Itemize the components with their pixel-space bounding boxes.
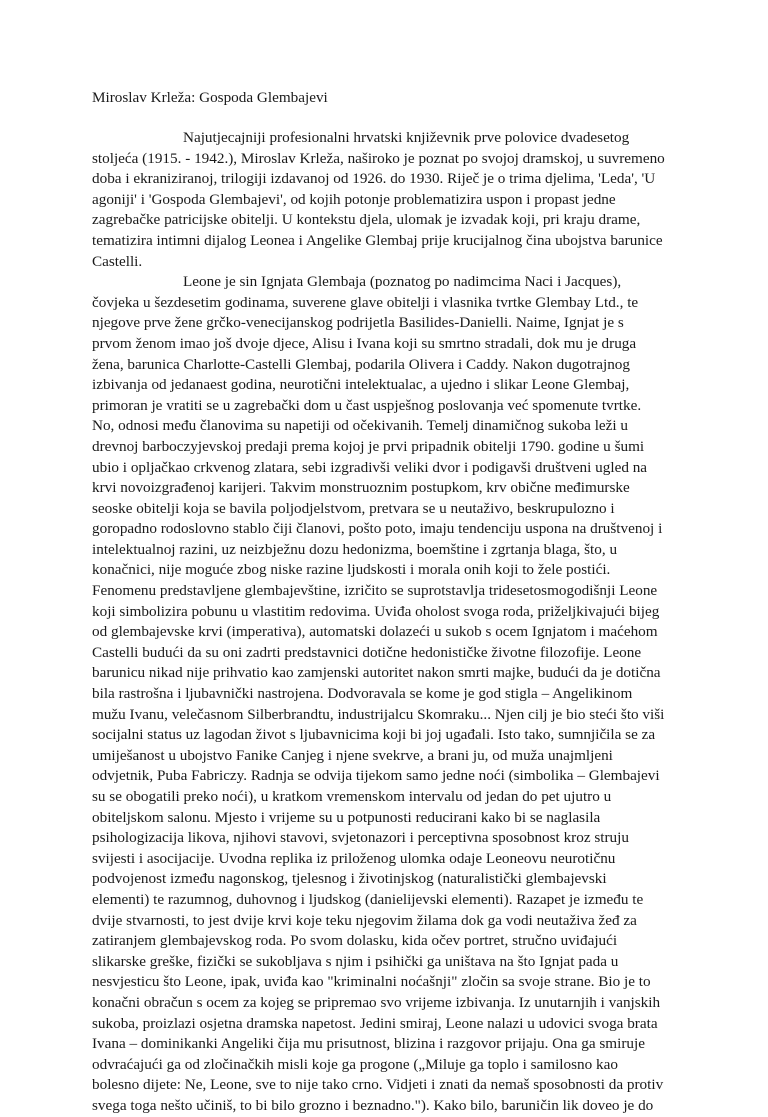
text-line: njegove prve žene grčko-venecijanskog podrijetla Basilides-Danielli. Naime, Ignjat je s	[92, 314, 624, 332]
text-line: Leone je sin Ignjata Glembaja (poznatog po nadimcima Naci i Jacques),	[183, 273, 622, 291]
text-line: konačni obračun s ocem za kojeg se pripremao svo vrijeme izbivanja. Iz unutarnjih i vanjskih	[92, 993, 661, 1011]
text-line: Fenomenu predstavljene glembajevštine, izričito se suprotstavlja tridesetosmogodišnji Leone	[92, 582, 658, 600]
text-line: odvraćajući ga od zločinačkih misli koje ga progone („Miluje ga toplo i samilosno kao	[92, 1055, 618, 1073]
text-line: doba i ekraniziranoj, trilogiji izdavanoj od 1926. do 1930. Riječ je o trima djelima, 'Leda', 'U	[92, 170, 656, 188]
text-line: elementi) te razumnog, duhovnog i ljudskog (danielijevski elementi). Razapet je između te	[92, 890, 644, 908]
text-line: konačnici, nije moguće zbog niske razine ljudskosti i morala onih koji to žele postići.	[92, 561, 611, 579]
text-line: tematizira intimni dijalog Leonea i Angelike Glembaj prije krucijalnog čina ubojstva barunice	[92, 231, 663, 249]
text-line: barunicu nikad nije prihvatio kao zamjenski autoritet nakon smrti majke, budući da je dotična	[92, 664, 661, 682]
text-line: agoniji' i 'Gospoda Glembajevi', od kojih potonje problematizira uspon i propast jedne	[92, 190, 616, 208]
text-line: svijesti i asocijacije. Uvodna replika iz priloženog ulomka odaje Leoneovu neurotičnu	[92, 849, 616, 867]
document-body	[92, 128, 672, 1117]
text-line: drevnoj barboczyjevskoj predaji prema kojoj je prvi pripadnik obitelji 1790. godine u šumi	[92, 437, 645, 455]
text-line: zagrebačke patricijske obitelji. U kontekstu djela, ulomak je izvadak koji, pri kraju drame,	[92, 211, 641, 229]
text-line: Ivana – dominikanki Angeliki čija mu prisutnost, blizina i razgovor prijaju. Ona ga smiruje	[92, 1035, 645, 1053]
text-line: stoljeća (1915. - 1942.), Miroslav Krleža, naširoko je poznat po svojoj dramskoj, u suvremeno	[92, 149, 665, 167]
text-line: krvi novoizgrađenoj karijeri. Takvim monstruoznim postupkom, krv obične međimurske	[92, 479, 630, 497]
text-line: Najutjecajniji profesionalni hrvatski književnik prve polovice dvadesetog	[183, 129, 630, 146]
text-line: umiješanost u ubojstvo Fanike Canjeg i njene svekrve, a brani ju, od muža unajmljeni	[92, 746, 613, 764]
text-line: seoske obitelji koja se bavila poljodjelstvom, pretvara se u neutaživo, beskrupulozno i	[92, 499, 615, 517]
text-line: psihologizacija likova, njihovi stavovi, svjetonazori i perceptivna sposobnost kroz struju	[92, 829, 629, 847]
text-line: koji simbolizira pobunu u vlastitim redovima. Uviđa oholost svoga roda, priželjkivajući bijeg	[92, 602, 660, 620]
text-line: podvojenost između nagonskog, tjelesnog i životinjskog (naturalistički glembajevski	[92, 870, 607, 888]
text-line: obiteljskom salonu. Mjesto i vrijeme su u potpunosti reducirani kako bi se naglasila	[92, 808, 601, 826]
text-line: svega toga nešto učiniš, to bi bilo grozno i beznadno."). Kako bilo, baruničin lik doveo je do	[92, 1096, 654, 1114]
text-line: mužu Ivanu, velečasnom Silberbrandtu, industrijalcu Skomraku... Njen cilj je bio steći što viši	[92, 705, 665, 723]
text-line: nesvjesticu što Leone, ipak, uviđa kao "kriminalni noćašnji" zločin sa svoje strane. Bio je to	[92, 973, 651, 991]
text-line: izbivanja od jedanaest godina, neurotični intelektualac, a ujedno i slikar Leone Glembaj,	[92, 376, 630, 394]
text-line: sukoba, proizlazi osjetna dramska napetost. Jedini smiraj, Leone nalazi u udovici svoga brata	[92, 1014, 658, 1032]
text-line: prvom ženom imao još dvoje djece, Alisu i Ivana koji su smrtno stradali, dok mu je druga	[92, 334, 637, 352]
text-line: su se obogatili preko noći), u kratkom vremenskom intervalu od jedan do pet ujutro u	[92, 788, 612, 805]
text-line: socijalni status uz lagodan život s ljubavnicima koji bi joj ugađali. Isto tako, sumnjičila se za	[92, 726, 656, 744]
text-line: ubio i opljačkao crkvenog zlatara, sebi izgradivši veliki dvor i podigavši društveni ugled na	[92, 458, 648, 476]
text-line: bolesno dijete: Ne, Leone, sve to nije tako crno. Vidjeti i znati da nemaš sposobnosti da protiv	[92, 1076, 664, 1094]
text-line: Castelli budući da su oni zadrti predstavnici dotične hedonističke životne filozofije. Leone	[92, 643, 642, 661]
text-line: od glembajevske krvi (imperativa), automatski dolazeći u sukob s ocem Ignjatom i maćehom	[92, 623, 658, 641]
text-line: intelektualnoj razini, uz neizbježnu dozu hedonizma, boemštine i zgrtanja blaga, što, u	[92, 540, 618, 558]
text-line: Castelli.	[92, 252, 143, 270]
text-line: No, odnosi među članovima su napetiji od očekivanih. Temelj dinamičnog sukoba leži u	[92, 417, 629, 435]
text-line: dvije stvarnosti, to jest dvije krvi koje teku njegovim žilama dok ga vodi neutaživa žeđ za	[92, 911, 637, 929]
text-line: odvjetnik, Puba Fabriczy. Radnja se odvija tijekom samo jedne noći (simbolika – Glembajevi	[92, 767, 660, 785]
text-line: čovjeka u šezdesetim godinama, suverene glave obitelji i vlasnika tvrtke Glembay Ltd., te	[92, 293, 639, 311]
text-line: zatiranjem glembajevskog roda. Po svom dolasku, kida očev portret, stručno uviđajući	[92, 932, 618, 950]
text-line: primoran je vratiti se u zagrebački dom u čast uspješnog poslovanja već spomenute tvrtke.	[92, 396, 642, 414]
document-page	[92, 88, 672, 1117]
text-line: žena, barunica Charlotte-Castelli Glembaj, podarila Olivera i Caddy. Nakon dugotrajnog	[92, 355, 630, 373]
text-line: goropadno rodoslovno stablo čiji članovi, pošto poto, imaju tendenciju uspona na društvenoj i	[92, 520, 663, 538]
text-line: slikarske greške, fizički se sukobljava s njim i psihički ga uništava na što Ignjat pada u	[92, 952, 619, 970]
text-line: bila rastrošna i ljubavnički nastrojena. Dodvoravala se kome je god stigla – Angelikinom	[92, 685, 633, 703]
document-title: Miroslav Krleža: Gospoda Glembajevi	[92, 89, 328, 106]
